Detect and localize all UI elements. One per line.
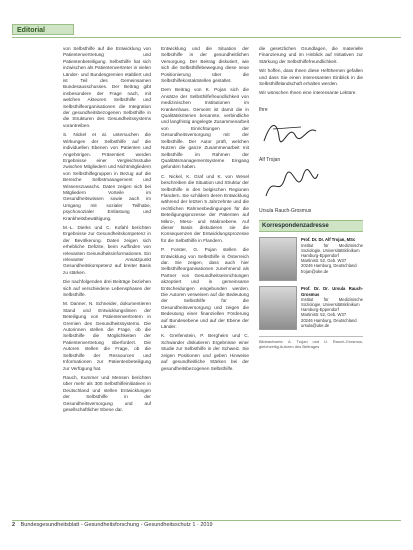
signature-2 bbox=[259, 168, 363, 206]
contact-text bbox=[297, 286, 363, 330]
page-number: 2 bbox=[12, 522, 16, 528]
correspondence-heading: Korrespondenzadresse bbox=[259, 220, 363, 232]
contact-entry-1 bbox=[259, 237, 363, 281]
author-photo bbox=[259, 237, 297, 281]
top-rule bbox=[12, 37, 401, 38]
contact-line: Institut für Medizinische Soziologie, Universitätsklinikum bbox=[301, 296, 363, 308]
author-photo bbox=[259, 286, 297, 330]
paragraph: M.-L. Dierks und C. Kofahl berichten Ergebnisse zur Gesundheitskompetenz in der Bevölkerung. Daten zeigen sich erhebliche Defizite, beim Auffinden von relevanten Gesundheitsinformationen. Ein relevanter Ansatzpunkt Gesundheitskompetenz auf breiter Basis zu stärken. bbox=[63, 224, 151, 275]
paragraph: Wir hoffen, dass Ihnen diese Heftthemen gefallen und dass Sie einen interessanten Einblick in die Selbsthilfelandschaft erhalten werden. bbox=[259, 68, 363, 87]
paragraph: C. Nickel, K. Graf und K. von Wesel beschreiben die Situation und Struktur der Selbsthilfe in den belgischen Regionen Flandern. Sie schildern deren Entwicklung während der letzten 5 Jahrzehnte und die rechtlichen Rahmenbedingungen für die Beteiligungsprozesse der Patienten auf Mikro-, Meso- und Makroebene. Auf dieser Basis diskutieren sie die Konsequenzen der Entwicklungsprozesse für die Selbsthilfe in Flandern. bbox=[161, 173, 249, 243]
contact-line: 20246 Hamburg, Deutschland bbox=[301, 317, 357, 323]
contact-entry-2 bbox=[259, 286, 363, 330]
paragraph: Die nachfolgenden drei Beiträge beziehen sich auf verschiedene Lebensphasen der Selbsthilfe. bbox=[63, 279, 151, 298]
text-column-3 bbox=[259, 46, 363, 349]
contact-line: 20246 Hamburg, Deutschland bbox=[301, 263, 357, 269]
greeting: Ihre bbox=[259, 106, 268, 113]
journal-name: Bundesgesundheitsblatt - Gesundheitsforschung - Gesundheitsschutz 1 · 2019 bbox=[20, 522, 213, 528]
photo-credit: Bildnachweis: A. Trojan und U. Rauch-Grosmus, gleichzeitig Autoren des Beitrages bbox=[259, 336, 363, 349]
signer-1-name: Alf Trojan bbox=[259, 157, 281, 164]
signer-2-name: Ursula Rauch-Grosmus bbox=[259, 207, 312, 214]
contact-line: Martinistr. 52, Geb. W37 bbox=[301, 258, 347, 264]
paragraph: Wir wünschen Ihnen eine interessante Lektüre. bbox=[259, 90, 357, 96]
paragraph: P. Forster, G. Pojan stellen die Entwicklung von Selbsthilfe in Österreich dar. Sie zeigen, dass auch hier Selbsthilfeorganisationen zunehmend als Partner von Gesundheitseinrichtungen akzeptiert und in gemeinsame Entscheidungen eingebunden werden. Die Autoren verweisen auf die Bedeutung der Selbsthilfe für die Gesundheitsversorgung und zeigen die Bedeutung einer finanziellen Förderung auf Bundesebene und auf der Ebene der Länder. bbox=[161, 247, 249, 330]
contact-line: Institut für Medizinische Soziologie, Universitätsklinikum bbox=[301, 242, 363, 253]
contact-email[interactable]: trojan@uke.de bbox=[301, 268, 329, 274]
signature-1-icon bbox=[261, 117, 321, 147]
contact-line: Martinistr. 52, Geb. W37 bbox=[301, 312, 347, 318]
page-footer bbox=[12, 522, 213, 528]
paragraph: K. Greifenstein, P. Bergheim und C. Schwander diskutieren Ergebnisse einer Studie zur Selbsthilfe in der Schweiz. Sie zeigen Positionen und geben Hinweise auf gesundheitliche Stärken bei der gesundheitsbezogenen Selbsthilfe. bbox=[161, 333, 249, 371]
paragraph: M. Danner, N. Schneider, dokumentieren Stand und Entwicklungslinien der Beteiligung von Patientenvertretern in Gremien des Gesundheitssystems. Die Autorinnen stellen die Frage, ob die Selbsthilfe die Möglichkeiten der Patientenvertretung überfordert. Die Autoren stellen die Frage, ob die Selbsthilfe der Ressourcen und Informationen zur Patientenbeteiligung zur Verfügung hat. bbox=[63, 301, 151, 371]
paragraph: Rauch, Kummer und Mensen berichten über mehr als 300 Selbsthilfeinitiativen in Deutschland und stellen Entwicklungen der Selbsthilfe in der Gesundheitsversorgung und auf gesellschaftlicher Ebene dar. bbox=[63, 374, 151, 412]
signature-1 bbox=[259, 117, 363, 155]
paragraph: Entwicklung und die Situation der Selbsthilfe in der gesundheitlichen Versorgung. Der Beitrag diskutiert, wie sich die Selbsthilfebewegung diese neue Positionierung über die Selbsthilfekontaktstellen gestaltet. bbox=[161, 46, 249, 84]
paragraph: die gesetzlichen Grundlagen, die materielle Finanzierung und im Hinblick auf Initiativen zur Stärkung der Selbsthilfefreundlichkeit. bbox=[259, 46, 363, 64]
contact-line: Hamburg-Eppendorf bbox=[301, 307, 339, 313]
signature-2-icon bbox=[261, 168, 321, 202]
contact-name: Prof. Dr. Dr. Ursula Rauch-Grosmus bbox=[301, 286, 363, 297]
section-tag: Editorial bbox=[12, 24, 74, 35]
contact-text bbox=[297, 237, 363, 281]
contact-email[interactable]: ursula@uke.de bbox=[301, 322, 330, 328]
paragraph: von Selbsthilfe auf die Entwicklung von Patientenvertretung und Patientenbeteiligung. Selbsthilfe hat sich inzwischen als Patientenvertreter in vielen Länder- und Bundesgremien etabliert und ist Teil des Gemeinsamen Bundesausschusses. Der Beitrag gibt insbesondere der Frage nach, mit welchen Akteuren Selbsthilfe und Selbsthilfeorganisationen die Integration der gesundheitsbezogenen Selbsthilfe in die Strukturen des Gesundheitssystems vorantreiben. bbox=[63, 46, 151, 128]
contact-name: Prof. Dr. Dr. Alf Trojan, MSc bbox=[301, 237, 356, 243]
paragraph: S. Nickel et al. untersuchen die Wirkungen der Selbsthilfe auf die individuellen Ebenen von Patienten und Angehörigen. Präsentiert werden Ergebnisse einer Vergleichsstudie zwischen Mitgliedern und Nichtmitgliedern von Selbsthilfegruppen in Bezug auf die Bereiche Selbstmanagement und Wissenszuwachs. Daten zeigen sich bei Mitgliedern Vorteile im Gesundheitswissen sowie auch im Umgang mit sozialer Teilhabe, psychosozialer Entlastung und Krankheitsbewältigung. bbox=[63, 132, 151, 221]
text-column-1 bbox=[63, 46, 151, 416]
paragraph: Dem Beitrag von K. Pojan sich die Ansätze der Selbsthilfefreundlichkeit von medizinischen Institutionen im Krankenhaus. Gemeint ist damit die in Qualitätskriterien benannte, verbindliche und langfristig angelegte Zusammenarbeit von Einrichtungen der Gesundheitsversorgung mit der Selbsthilfe. Der Autor prüft, welchen Nutzen die ganze Zusammenarbeit mit Selbsthilfe im Rahmen der Qualitätsmanagementsysteme Eingang gefunden haben. bbox=[161, 87, 249, 170]
footer-rule bbox=[12, 520, 401, 521]
text-column-2 bbox=[161, 46, 249, 375]
contact-line: Hamburg-Eppendorf bbox=[301, 253, 339, 259]
